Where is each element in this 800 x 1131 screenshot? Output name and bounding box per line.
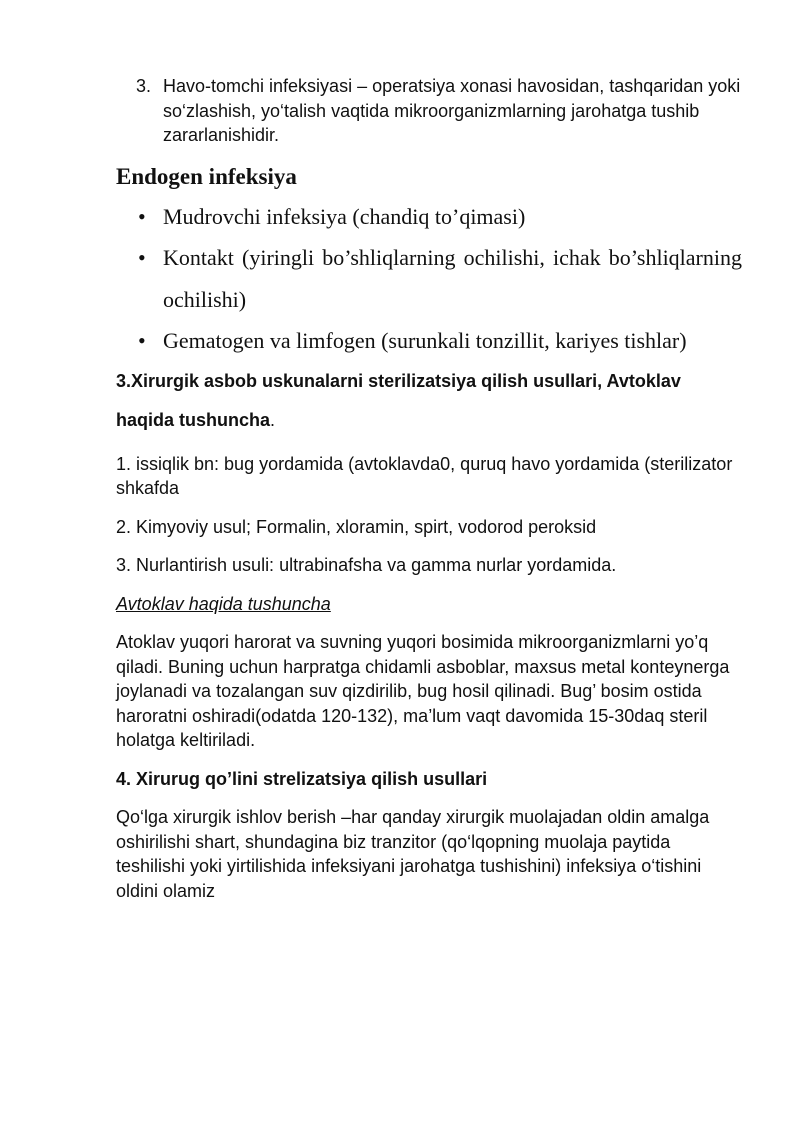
section-3-heading-text: 3.Xirurgik asbob uskunalarni sterilizatsiya qilish usullari, Avtoklav haqida tushuncha: [116, 370, 681, 430]
method-item-3: 3. Nurlantirish usuli: ultrabinafsha va gamma nurlar yordamida.: [116, 555, 617, 575]
bullet-text: Mudrovchi infeksiya (chandiq to’qimasi): [163, 203, 526, 229]
autoclave-paragraph: Atoklav yuqori harorat va suvning yuqori bosimida mikroorganizmlarni yo’q qiladi. Buning uchun harpratga chidamli asboblar, maxsus metal konteynerga joylanadi va tozalangan suv qizdirilib, bug hosil qilinadi. Bug’ bosim ostida haroratni oshiradi(odatda 120-132), ma’lum vaqt davomida 15-30daq steril holatga keltiriladi.: [116, 632, 730, 750]
bullet-text: Kontakt (yiringli bo’shliqlarning ochilishi, ichak bo’shliqlarning ochilishi): [163, 245, 742, 312]
bullet-icon: •: [138, 203, 146, 229]
numbered-item-airborne-infection: [136, 74, 742, 148]
endogen-heading: Endogen infeksiya: [116, 163, 297, 189]
section-3-heading-period: .: [270, 409, 276, 430]
section-4-heading: 4. Xirurug qo’lini strelizatsiya qilish usullari: [116, 768, 488, 789]
method-item-1: 1. issiqlik bn: bug yordamida (avtoklavda0, quruq havo yordamida (sterilizator shkafda: [116, 453, 733, 498]
bullet-item: [138, 237, 742, 320]
document-page: [116, 74, 742, 903]
bullet-text: Gematogen va limfogen (surunkali tonzillit, kariyes tishlar): [163, 328, 687, 353]
autoclave-subheading: Avtoklav haqida tushuncha: [116, 593, 331, 614]
section-3-heading: [116, 362, 742, 440]
bullet-icon: •: [138, 328, 146, 353]
bullet-item: [138, 196, 742, 238]
item-number: 3.: [136, 76, 152, 96]
method-item-2: 2. Kimyoviy usul; Formalin, xloramin, spirt, vodorod peroksid: [116, 516, 597, 537]
bullet-item: [138, 320, 742, 362]
endogen-bullet-list: [116, 196, 742, 362]
item-text: Havo-tomchi infeksiyasi – operatsiya xonasi havosidan, tashqaridan yoki so‘zlashish, yo‘talish vaqtida mikroorganizmlarning jarohatga tushib zararlanishidir.: [163, 76, 741, 145]
section-4-paragraph: Qo‘lga xirurgik ishlov berish –har qanday xirurgik muolajadan oldin amalga oshirilishi shart, shundagina biz tranzitor (qo‘lqopning muolaja paytida teshilishi yoki yirtilishida infeksiyani jarohatga tushishini) infeksiya o‘tishini oldini olamiz: [116, 807, 710, 901]
bullet-icon: •: [138, 245, 146, 270]
